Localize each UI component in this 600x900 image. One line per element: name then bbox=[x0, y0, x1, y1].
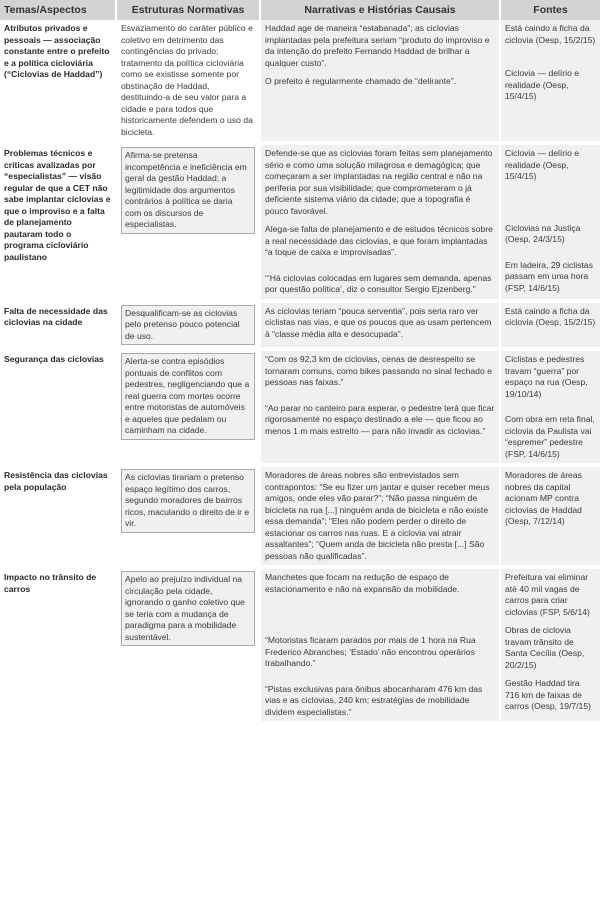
source-text: Ciclistas e pedestres travam “guerra” por espaço na rua (Oesp, 19/10/14) bbox=[505, 354, 588, 399]
table-row bbox=[0, 143, 600, 301]
source-cell bbox=[500, 465, 600, 567]
narrative-text: Moradores de áreas nobres são entrevistados sem contrapontos: “Se eu fizer um jantar e quiser receber meus amigos, onde eles vão parar?”; “Não passa ninguém de bicicleta na rua [...] ninguém anda de bicicleta e não existe essa demanda”; “Eles não podem perder o direito de estacionar os carros nas ruas. E a ciclovia vai atrair assaltantes”; “Quem anda de bicicleta não presta [...] São pessoas não qualificadas”. bbox=[265, 470, 490, 561]
source-text: Moradores de áreas nobres da capital acionam MP contra ciclovias de Haddad (Oesp, 7/12/14) bbox=[505, 470, 582, 526]
table-row bbox=[0, 301, 600, 350]
structure-text: Alerta-se contra episódios pontuais de conflitos com pedestres, negligenciando que a real guerra com mortes ocorre entre motoristas de automóveis e aqueles que pedalam ou caminham na cidade. bbox=[121, 353, 255, 440]
source-cell bbox=[500, 20, 600, 143]
source-text: Com obra em reta final, ciclovia da Paulista vai “espremer” pedestre (FSP, 14/6/15) bbox=[505, 414, 595, 459]
header-row bbox=[0, 0, 600, 20]
narrative-text: O prefeito é regularmente chamado de “delirante”. bbox=[265, 76, 457, 86]
source-text: Gestão Haddad tira 716 km de faixas de carros (Oesp, 19/7/15) bbox=[505, 678, 591, 711]
source-cell bbox=[500, 301, 600, 350]
structure-cell bbox=[116, 567, 260, 721]
narrative-text: As ciclovias teriam “pouca serventia”, pois seria raro ver ciclistas nas vias, e que os poucos que as usam pertencem à “classe média alta e desocupada”. bbox=[265, 305, 492, 339]
structure-text: Afirma-se pretensa incompetência e ineficiência em geral da gestão Haddad; a legitimidade dos argumentos contrários à política se daria com os discursos de especialistas. bbox=[121, 147, 255, 234]
source-text: Obras de ciclovia travam trânsito de Santa Cecília (Oesp, 20/2/15) bbox=[505, 625, 585, 670]
narrative-cell bbox=[260, 465, 500, 567]
topic-cell: Problemas técnicos e críticas avalizadas por “especialistas” — visão regular de que a CET não sabe implantar ciclovias e que o improviso e a falta de planejamento pautaram todo o programa cicloviário paulistano bbox=[0, 143, 116, 301]
header-topics: Temas/Aspectos bbox=[0, 0, 116, 20]
narrative-cell bbox=[260, 349, 500, 465]
source-cell bbox=[500, 143, 600, 301]
source-text: Ciclovia — delírio e realidade (Oesp, 15/4/15) bbox=[505, 68, 580, 101]
structure-cell: Esvaziamento do caráter público e coletivo em detrimento das contingências do privado; tratamento da política cicloviária como se existisse somente por obstinação de Haddad, destituindo-a de seu valor para a cidade e para todos que historicamente defendem o uso da bicicleta. bbox=[116, 20, 260, 143]
topic-cell: Falta de necessidade das ciclovias na cidade bbox=[0, 301, 116, 350]
narrative-text: “Pistas exclusivas para ônibus abocanharam 476 km das vias e as ciclovias, 240 km; estratégias de mobilidade dividem especialistas.” bbox=[265, 683, 483, 717]
narrative-text: Haddad age de maneira “estabanada”; as ciclovias implantadas pela prefeitura seriam “produto do improviso e da intenção do prefeito Fernando Haddad de brilhar a qualquer custo”. bbox=[265, 23, 490, 68]
source-cell bbox=[500, 567, 600, 721]
narrative-text: Manchetes que focam na redução de espaço de estacionamento e não na expansão da mobilidade. bbox=[265, 572, 460, 594]
source-text: Está caindo a ficha da ciclovia (Oesp, 15/2/15) bbox=[505, 305, 596, 327]
narrative-text: Defende-se que as ciclovias foram feitas sem planejamento sério e como uma solução milagrosa e demagógica; que começaram a ser implantadas na região central e não na periferia por sua visibilidade; que comprometeram o já deficiente sistema viário da cidade; que a topografia é pouco favorável. bbox=[265, 148, 493, 216]
structure-text: Desqualificam-se as ciclovias pelo pretenso pouco potencial de uso. bbox=[121, 305, 255, 346]
narrative-text: Alega-se falta de planejamento e de estudos técnicos sobre a real necessidade das ciclovias, e que foram implantadas “a toque de caixa e improvisadas”. bbox=[265, 224, 493, 257]
source-text: Ciclovias na Justiça (Oesp, 24/3/15) bbox=[505, 222, 581, 244]
header-narratives: Narrativas e Histórias Causais bbox=[260, 0, 500, 20]
topic-cell: Segurança das ciclovias bbox=[0, 349, 116, 465]
narrative-text: “Motoristas ficaram parados por mais de 1 hora na Rua Frederico Abranches; ‘Estado’ não encontrou operários trabalhando.” bbox=[265, 635, 476, 668]
structure-text: As ciclovias tirariam o pretenso espaço legítimo dos carros, segundo moradores de bairros ricos, maculando o direito de ir e vir. bbox=[121, 469, 255, 533]
table-row bbox=[0, 349, 600, 465]
table-row bbox=[0, 567, 600, 721]
source-text: Em ladeira, 29 ciclistas passam em uma hora (FSP, 14/6/15) bbox=[505, 259, 593, 293]
source-cell bbox=[500, 349, 600, 465]
narrative-cell bbox=[260, 143, 500, 301]
source-text: Ciclovia — delírio e realidade (Oesp, 15/4/15) bbox=[505, 148, 580, 181]
structure-cell bbox=[116, 465, 260, 567]
topic-cell: Resistência das ciclovias pela população bbox=[0, 465, 116, 567]
narrative-cell bbox=[260, 567, 500, 721]
source-text: Está caindo a ficha da ciclovia (Oesp, 15/2/15) bbox=[505, 23, 596, 45]
narrative-text: “Ao parar no canteiro para esperar, o pedestre terá que ficar rigorosamente no espaço destinado a ele — que ficou ao menos 1 m mais estreito — para não invadir as ciclovias.” bbox=[265, 402, 495, 436]
table-row bbox=[0, 20, 600, 143]
narrative-cell bbox=[260, 20, 500, 143]
structure-cell bbox=[116, 143, 260, 301]
structure-cell bbox=[116, 349, 260, 465]
table-row bbox=[0, 465, 600, 567]
source-text: Prefeitura vai eliminar até 40 mil vagas de carros para criar ciclovias (FSP, 5/6/14) bbox=[505, 572, 590, 617]
structure-cell bbox=[116, 301, 260, 350]
header-structures: Estruturas Normativas bbox=[116, 0, 260, 20]
topic-cell: Impacto no trânsito de carros bbox=[0, 567, 116, 721]
narrative-text: “Com os 92,3 km de ciclovias, cenas de desrespeito se tornaram comuns, como bikes passando no sinal fechado e pessoas nas faixas.” bbox=[265, 354, 492, 387]
narrative-text: “‘Há ciclovias colocadas em lugares sem demanda, apenas por questão política’, diz o consultor Sergio Ejzenberg.” bbox=[265, 272, 492, 294]
topic-cell: Atributos privados e pessoais — associação constante entre o prefeito e a política cicloviária (“Ciclovias de Haddad”) bbox=[4, 23, 110, 79]
header-sources: Fontes bbox=[500, 0, 600, 20]
structure-text: Apelo ao prejuízo individual na circulação pela cidade, ignorando o ganho coletivo que se teria com a mudança de paradigma para a mobilidade sustentável. bbox=[121, 571, 255, 646]
narrative-cell bbox=[260, 301, 500, 350]
